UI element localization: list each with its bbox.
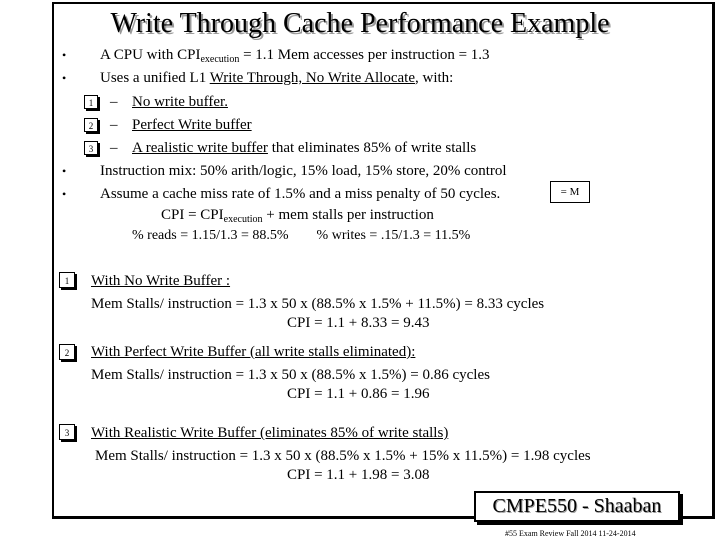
- course-logo: CMPE550 - Shaaban: [474, 491, 680, 522]
- cpu-spec-b: = 1.1 Mem accesses per instruction = 1.3: [239, 47, 490, 63]
- cpu-spec-sub: execution: [200, 54, 240, 65]
- option-realistic-write-buffer[interactable]: A realistic write buffer: [132, 140, 268, 156]
- case-cpi: CPI = 1.1 + 8.33 = 9.43: [287, 315, 430, 331]
- cpu-spec-line: [100, 46, 490, 69]
- cpu-spec-a: A CPU with CPI: [100, 47, 201, 63]
- option-realistic-rest: that eliminates 85% of write stalls: [267, 140, 477, 156]
- case-number-badge: 3: [59, 424, 75, 440]
- read-write-percentages: % reads = 1.15/1.3 = 88.5% % writes = .15/1.3 = 11.5%: [132, 228, 471, 243]
- cpi-formula-a: CPI = CPI: [161, 207, 224, 223]
- case-heading[interactable]: With No Write Buffer :: [91, 273, 231, 289]
- option-number-badge: 2: [84, 118, 98, 132]
- bullet-dot: •: [62, 187, 67, 201]
- slide-title: Write Through Cache Performance Example: [110, 8, 610, 39]
- cache-spec-b: , with:: [414, 70, 454, 86]
- cache-spec-line: [100, 69, 453, 87]
- case-cpi: CPI = 1.1 + 0.86 = 1.96: [287, 386, 430, 402]
- miss-penalty-badge: = M: [550, 181, 590, 203]
- option-realistic-line: [132, 139, 476, 157]
- cpi-formula-sub: execution: [223, 214, 263, 225]
- case-stalls: Mem Stalls/ instruction = 1.3 x 50 x (88.5% x 1.5% + 15% x 11.5%) = 1.98 cycles: [95, 448, 591, 464]
- bullet-dot: •: [62, 71, 67, 85]
- cpi-formula-b: + mem stalls per instruction: [262, 207, 434, 223]
- option-dash: –: [110, 94, 118, 110]
- cache-policy-link[interactable]: Write Through, No Write Allocate: [209, 70, 415, 86]
- option-number-badge: 3: [84, 141, 98, 155]
- case-heading[interactable]: With Realistic Write Buffer (eliminates 85% of write stalls): [91, 425, 449, 441]
- bullet-dot: •: [62, 164, 67, 178]
- case-stalls: Mem Stalls/ instruction = 1.3 x 50 x (88.5% x 1.5%) = 0.86 cycles: [91, 367, 490, 383]
- option-number-badge: 1: [84, 95, 98, 109]
- case-cpi: CPI = 1.1 + 1.98 = 3.08: [287, 467, 430, 483]
- case-heading[interactable]: With Perfect Write Buffer (all write stalls eliminated):: [91, 344, 416, 360]
- instruction-mix-line: Instruction mix: 50% arith/logic, 15% load, 15% store, 20% control: [100, 163, 507, 179]
- cache-spec-a: Uses a unified L1: [100, 70, 210, 86]
- option-perfect-write-buffer[interactable]: Perfect Write buffer: [132, 117, 252, 133]
- option-dash: –: [110, 117, 118, 133]
- case-number-badge: 1: [59, 272, 75, 288]
- slide-footer: #55 Exam Review Fall 2014 11-24-2014: [505, 529, 636, 538]
- option-no-write-buffer[interactable]: No write buffer.: [132, 94, 228, 110]
- case-number-badge: 2: [59, 344, 75, 360]
- case-stalls: Mem Stalls/ instruction = 1.3 x 50 x (88.5% x 1.5% + 11.5%) = 8.33 cycles: [91, 296, 545, 312]
- option-dash: –: [110, 140, 118, 156]
- bullet-dot: •: [62, 48, 67, 62]
- miss-rate-line: Assume a cache miss rate of 1.5% and a miss penalty of 50 cycles.: [100, 186, 501, 202]
- cpi-formula-line: [161, 206, 434, 229]
